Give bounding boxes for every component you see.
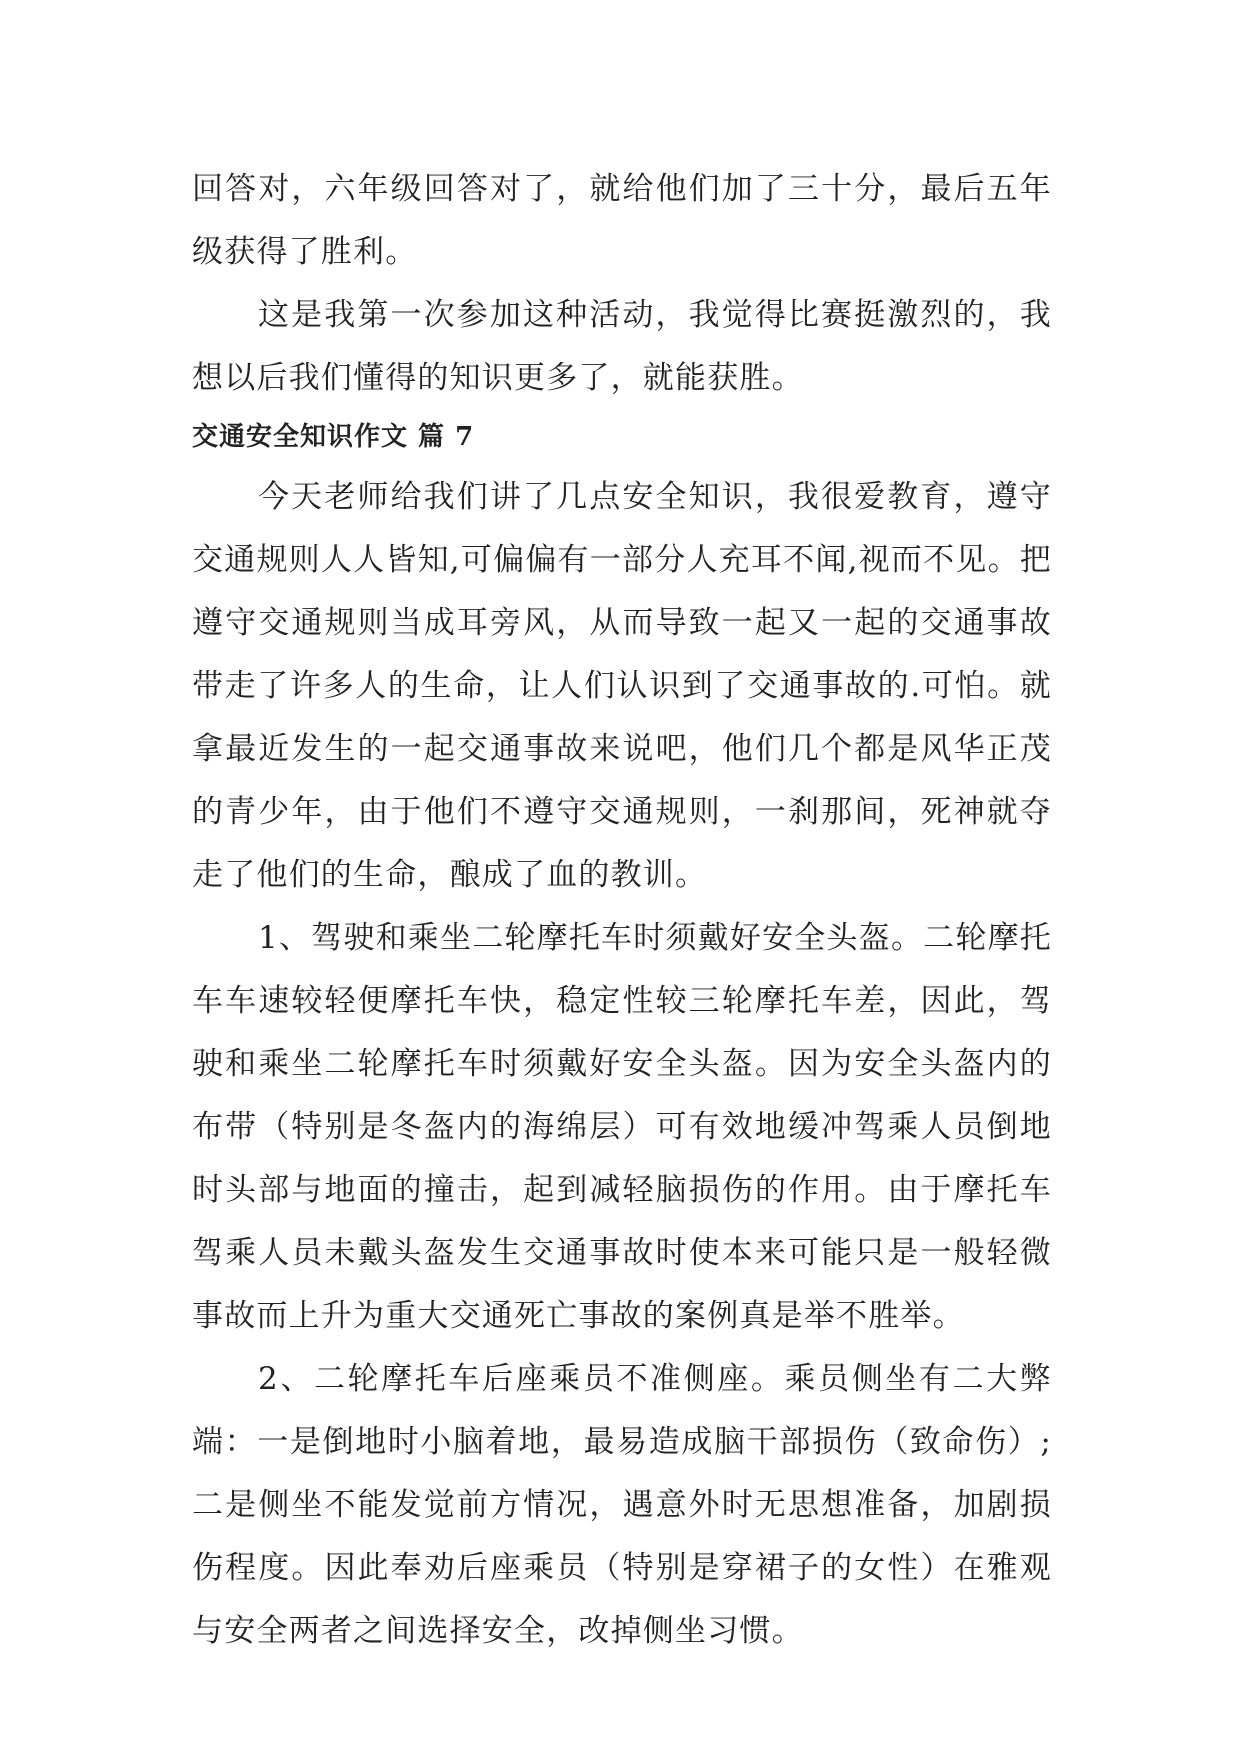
document-page — [192, 158, 1052, 1663]
paragraph-2: 这是我第一次参加这种活动，我觉得比赛挺激烈的，我想以后我们懂得的知识更多了，就能获胜。 — [192, 297, 1052, 396]
section-heading: 交通安全知识作文 篇 7 — [192, 422, 475, 452]
paragraph-1: 回答对，六年级回答对了，就给他们加了三十分，最后五年级获得了胜利。 — [192, 171, 1052, 270]
paragraph-3: 今天老师给我们讲了几点安全知识，我很爱教育，遵守交通规则人人皆知,可偏偏有一部分人充耳不闻,视而不见。把遵守交通规则当成耳旁风，从而导致一起又一起的交通事故带走了许多人的生命，让人们认识到了交通事故的.可怕。就拿最近发生的一起交通事故来说吧，他们几个都是风华正茂的青少年，由于他们不遵守交通规则，一刹那间，死神就夺走了他们的生命，酿成了血的教训。 — [192, 479, 1052, 893]
paragraph-5: 2、二轮摩托车后座乘员不准侧座。乘员侧坐有二大弊端：一是倒地时小脑着地，最易造成脑干部损伤（致命伤）;二是侧坐不能发觉前方情况，遇意外时无思想准备，加剧损伤程度。因此奉劝后座乘员（特别是穿裙子的女性）在雅观与安全两者之间选择安全，改掉侧坐习惯。 — [192, 1361, 1052, 1649]
paragraph-4: 1、驾驶和乘坐二轮摩托车时须戴好安全头盔。二轮摩托车车速较轻便摩托车快，稳定性较三轮摩托车差，因此，驾驶和乘坐二轮摩托车时须戴好安全头盔。因为安全头盔内的布带（特别是冬盔内的海绵层）可有效地缓冲驾乘人员倒地时头部与地面的撞击，起到减轻脑损伤的作用。由于摩托车驾乘人员未戴头盔发生交通事故时使本来可能只是一般轻微事故而上升为重大交通死亡事故的案例真是举不胜举。 — [192, 920, 1052, 1334]
